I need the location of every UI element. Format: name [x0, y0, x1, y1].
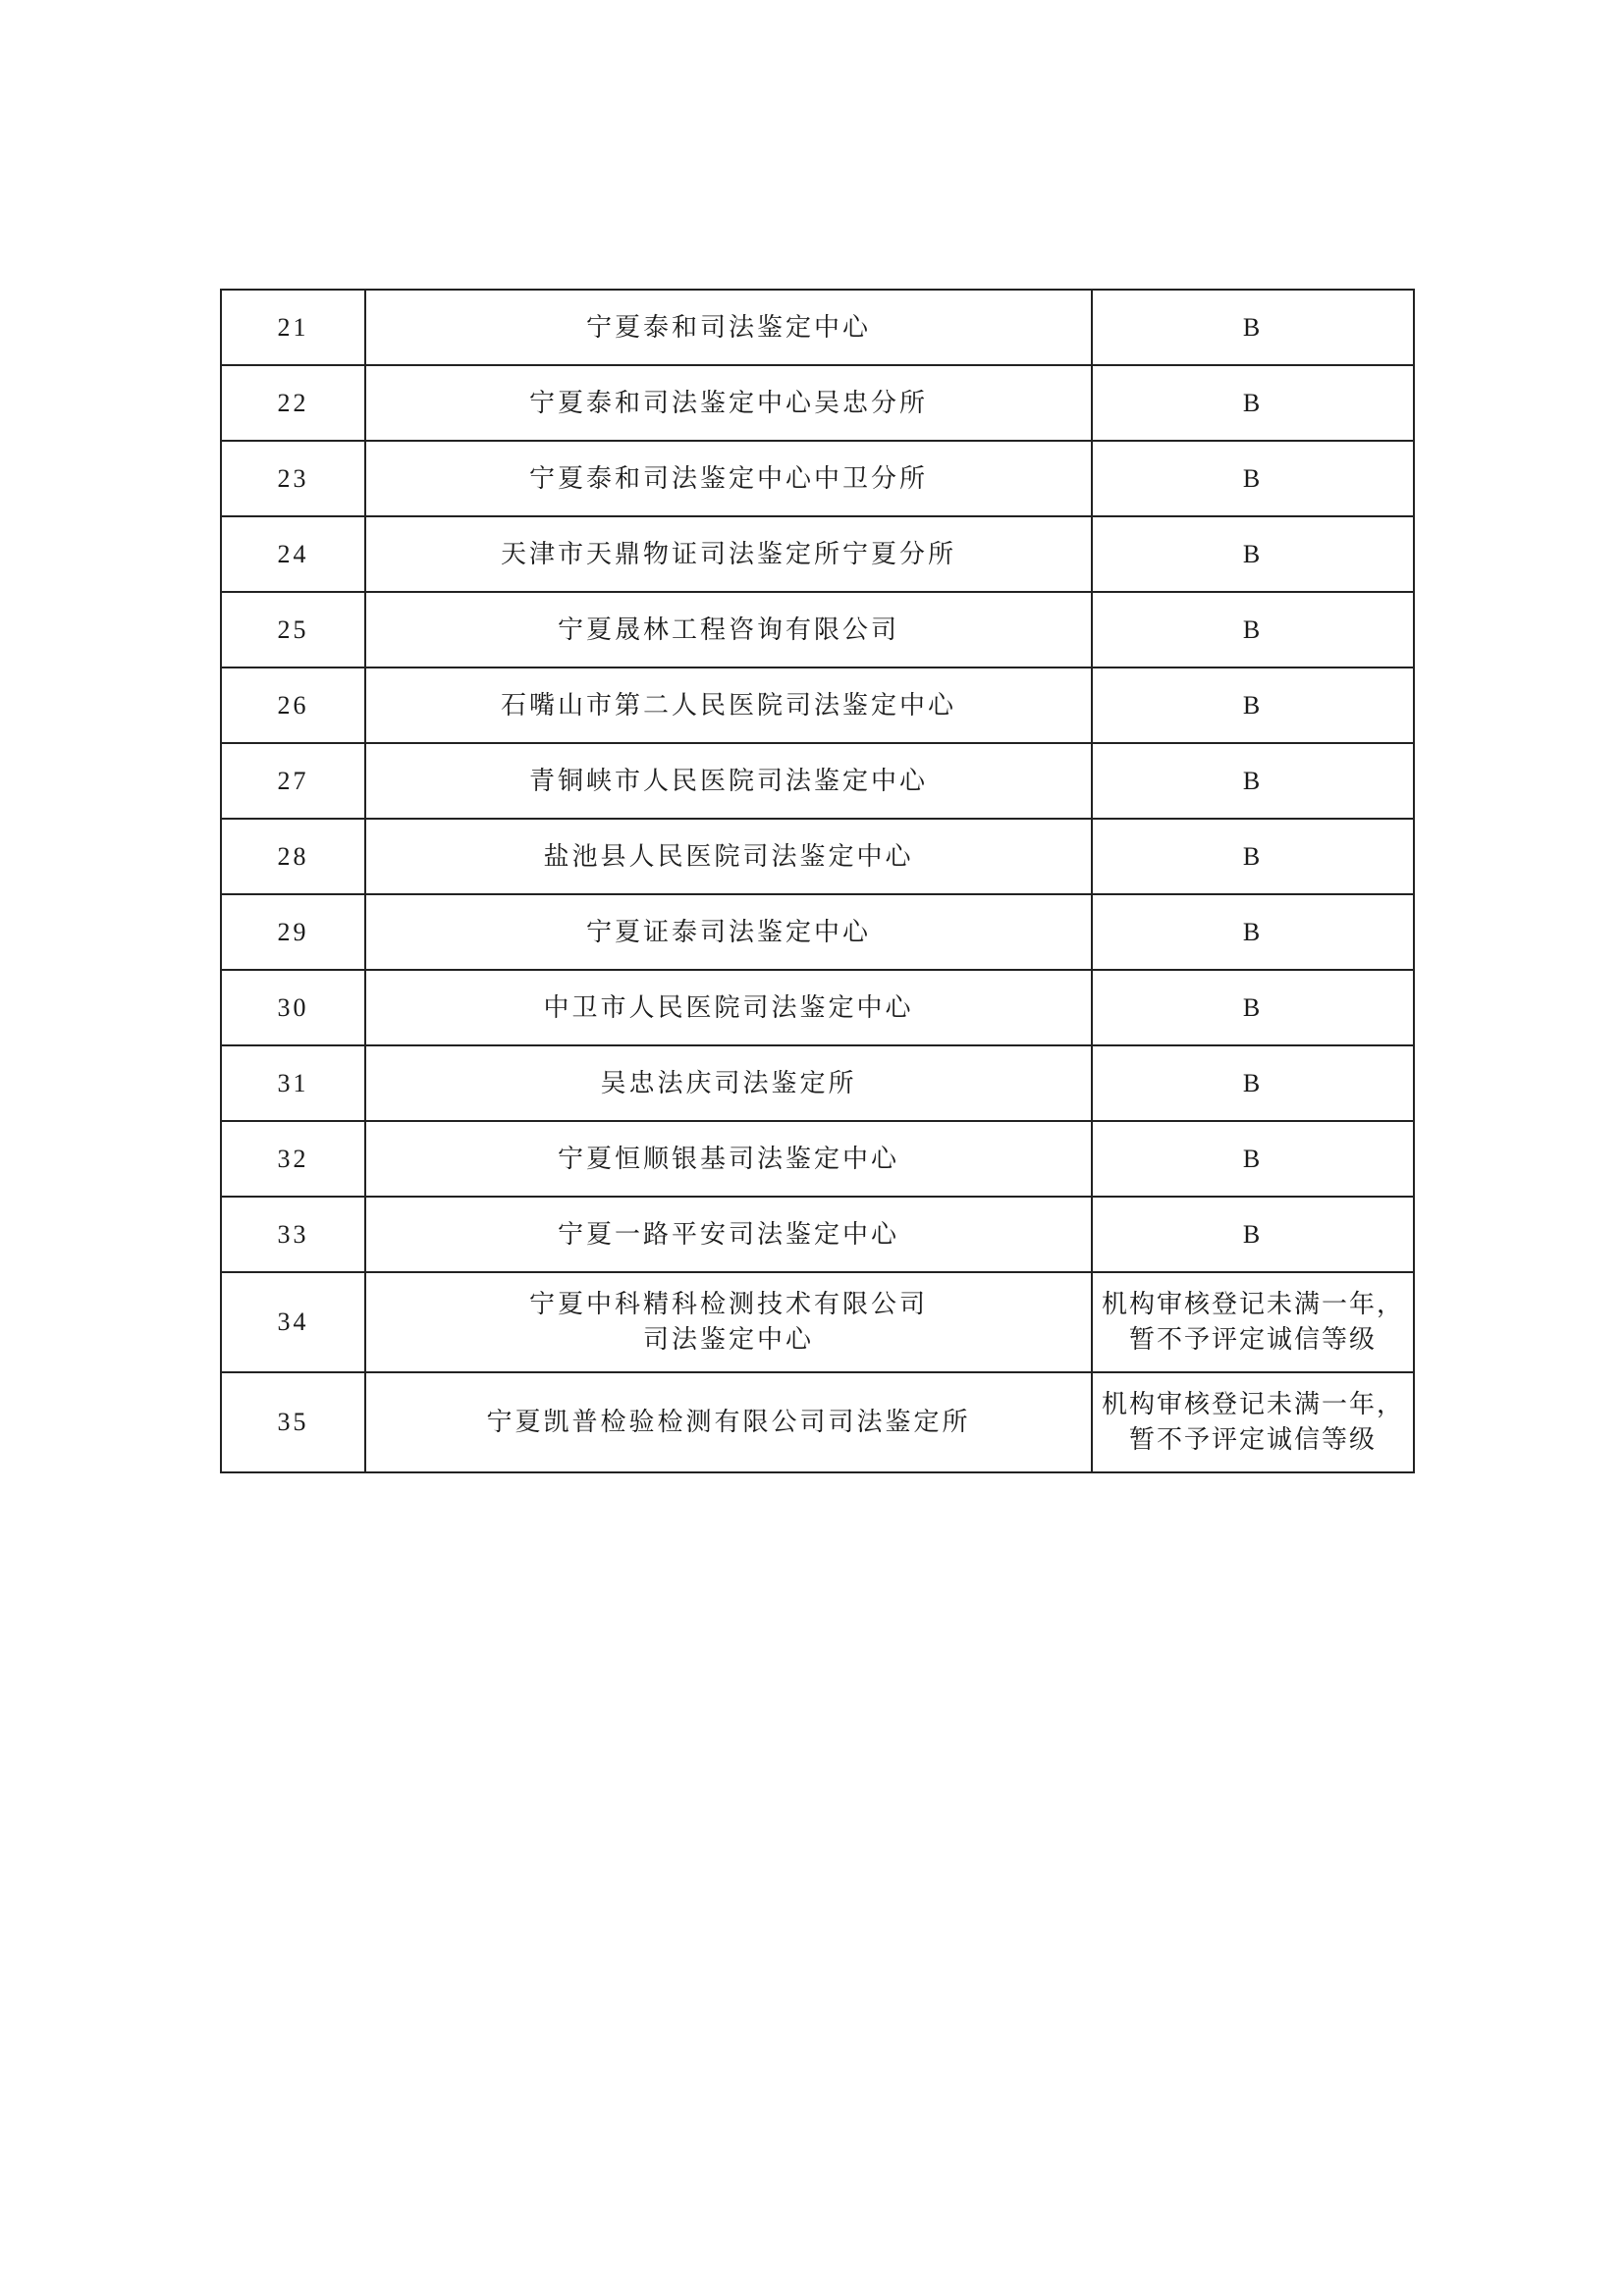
rating-cell [1092, 290, 1414, 365]
rating-note-text: 暂不予评定诚信等级 [1128, 1425, 1377, 1454]
table-row [221, 743, 1414, 819]
rating-cell [1092, 819, 1414, 894]
institution-name-text: 宁夏泰和司法鉴定中心 [585, 312, 871, 343]
institution-name-cell [365, 290, 1092, 365]
rating-text: B [1242, 539, 1264, 568]
row-number-cell: 25 [221, 592, 365, 667]
rating-cell [1092, 592, 1414, 667]
rating-text: B [1242, 1144, 1264, 1173]
table-row [221, 516, 1414, 592]
integrity-rating-table [220, 289, 1415, 1473]
table-row [221, 1121, 1414, 1197]
institution-name-text: 宁夏证泰司法鉴定中心 [585, 917, 871, 947]
institution-name-cell [365, 667, 1092, 743]
rating-cell [1092, 743, 1414, 819]
institution-name-cell [365, 516, 1092, 592]
rating-text: B [1242, 463, 1264, 493]
institution-name-text: 宁夏一路平安司法鉴定中心 [557, 1219, 899, 1250]
row-number-cell: 23 [221, 441, 365, 516]
row-number-cell: 34 [221, 1272, 365, 1372]
institution-name-cell [365, 365, 1092, 441]
institution-name-text: 吴忠法庆司法鉴定所 [600, 1068, 857, 1098]
institution-name-text: 宁夏泰和司法鉴定中心吴忠分所 [528, 388, 928, 418]
rating-note-text: 暂不予评定诚信等级 [1128, 1325, 1377, 1354]
rating-text: B [1242, 766, 1264, 795]
row-number-cell: 33 [221, 1197, 365, 1272]
rating-text: B [1242, 992, 1264, 1022]
institution-name-text: 宁夏泰和司法鉴定中心中卫分所 [528, 463, 928, 494]
table-row [221, 1045, 1414, 1121]
row-number-cell: 22 [221, 365, 365, 441]
rating-text: B [1242, 917, 1264, 946]
rating-text: B [1242, 388, 1264, 417]
table-row [221, 1272, 1414, 1372]
rating-note-text: 机构审核登记未满一年， [1101, 1390, 1404, 1418]
table-body [221, 290, 1414, 1472]
institution-name-cell [365, 1121, 1092, 1197]
rating-text: B [1242, 312, 1264, 342]
table-row [221, 1197, 1414, 1272]
institution-name-text: 石嘴山市第二人民医院司法鉴定中心 [500, 690, 956, 721]
institution-name-cell [365, 1045, 1092, 1121]
row-number-cell: 26 [221, 667, 365, 743]
institution-name-text: 宁夏凯普检验检测有限公司司法鉴定所 [486, 1408, 971, 1437]
institution-name-cell [365, 592, 1092, 667]
institution-name-text: 宁夏中科精科检测技术有限公司 [528, 1290, 928, 1319]
institution-name-text: 宁夏恒顺银基司法鉴定中心 [557, 1144, 899, 1174]
row-number-cell: 28 [221, 819, 365, 894]
row-number-cell: 27 [221, 743, 365, 819]
table-row [221, 1372, 1414, 1472]
institution-name-text: 天津市天鼎物证司法鉴定所宁夏分所 [500, 539, 956, 569]
rating-cell [1092, 1372, 1414, 1472]
row-number-cell: 30 [221, 970, 365, 1045]
institution-name-cell [365, 441, 1092, 516]
rating-cell [1092, 1045, 1414, 1121]
rating-text: B [1242, 1219, 1264, 1249]
institution-name-cell [365, 1372, 1092, 1472]
rating-cell [1092, 894, 1414, 970]
row-number-cell: 31 [221, 1045, 365, 1121]
institution-name-cell [365, 894, 1092, 970]
rating-cell [1092, 667, 1414, 743]
rating-text: B [1242, 690, 1264, 720]
row-number-cell: 29 [221, 894, 365, 970]
institution-name-text: 司法鉴定中心 [642, 1325, 814, 1355]
row-number-cell: 35 [221, 1372, 365, 1472]
table-row [221, 894, 1414, 970]
rating-cell [1092, 441, 1414, 516]
rating-text: B [1242, 1068, 1264, 1097]
table-row [221, 592, 1414, 667]
table-row [221, 970, 1414, 1045]
table-row [221, 365, 1414, 441]
institution-name-cell [365, 1272, 1092, 1372]
rating-cell [1092, 1121, 1414, 1197]
rating-note-text: 机构审核登记未满一年， [1101, 1290, 1404, 1318]
rating-cell [1092, 1197, 1414, 1272]
rating-cell [1092, 365, 1414, 441]
institution-name-cell [365, 970, 1092, 1045]
rating-text: B [1242, 614, 1264, 644]
table-row [221, 667, 1414, 743]
table-row [221, 290, 1414, 365]
rating-cell [1092, 970, 1414, 1045]
institution-name-text: 盐池县人民医院司法鉴定中心 [543, 841, 914, 872]
row-number-cell: 32 [221, 1121, 365, 1197]
table-row [221, 441, 1414, 516]
table-row [221, 819, 1414, 894]
row-number-cell: 24 [221, 516, 365, 592]
institution-name-cell [365, 819, 1092, 894]
rating-text: B [1242, 841, 1264, 871]
row-number-cell: 21 [221, 290, 365, 365]
institution-name-text: 中卫市人民医院司法鉴定中心 [543, 992, 914, 1023]
rating-cell [1092, 1272, 1414, 1372]
institution-name-cell [365, 1197, 1092, 1272]
rating-cell [1092, 516, 1414, 592]
institution-name-text: 青铜峡市人民医院司法鉴定中心 [528, 766, 928, 796]
institution-name-cell [365, 743, 1092, 819]
institution-name-text: 宁夏晟林工程咨询有限公司 [557, 614, 899, 645]
